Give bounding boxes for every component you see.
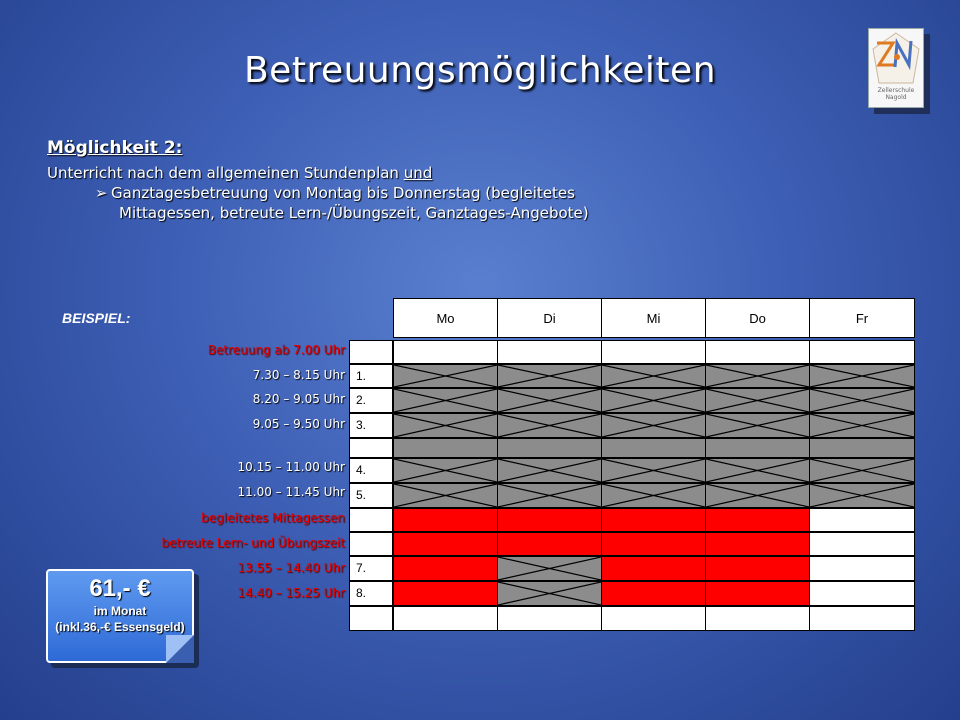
lesson-cell: [601, 413, 706, 438]
day-header: Do: [705, 298, 810, 338]
care-cell: [601, 532, 706, 556]
empty-cell: [705, 340, 810, 364]
lesson-cell: [809, 364, 915, 388]
period-number: [350, 513, 356, 527]
time-label: 14.40 – 15.25 Uhr: [237, 586, 345, 600]
lesson-cell: [601, 388, 706, 413]
empty-cell: [497, 340, 602, 364]
school-logo: [868, 28, 924, 108]
period-number: 4.: [356, 463, 367, 477]
break-cell: [809, 438, 915, 458]
empty-cell: [809, 606, 915, 631]
lesson-cell: [705, 483, 810, 508]
lesson-cell: [705, 413, 810, 438]
empty-cell: [705, 606, 810, 631]
care-cell: [705, 508, 810, 532]
lesson-cell: [497, 483, 602, 508]
period-number: 8.: [356, 586, 367, 600]
empty-cell: [601, 340, 706, 364]
logo-caption-line1: Zellerschule: [877, 87, 915, 94]
period-number-cell: [349, 388, 393, 413]
intro-block: [47, 138, 589, 222]
intro-line: [47, 164, 589, 182]
example-label: BEISPIEL:: [62, 310, 131, 326]
period-number: 1.: [356, 369, 367, 383]
empty-cell: [393, 340, 498, 364]
logo-caption-line2: Nagold: [885, 94, 907, 101]
care-cell: [393, 581, 498, 606]
break-cell: [601, 438, 706, 458]
time-label: 7.30 – 8.15 Uhr: [252, 368, 345, 382]
empty-cell: [601, 606, 706, 631]
lesson-cell: [601, 364, 706, 388]
empty-cell: [809, 508, 915, 532]
care-cell: [705, 581, 810, 606]
bullet-line2: Mittagessen, betreute Lern-/Übungszeit, Ganztages-Angebote): [119, 204, 589, 222]
care-cell: [705, 532, 810, 556]
period-number: [350, 611, 356, 625]
lesson-cell: [809, 483, 915, 508]
lesson-cell: [809, 388, 915, 413]
time-label: 10.15 – 11.00 Uhr: [237, 460, 345, 474]
period-number-cell: [349, 413, 393, 438]
period-number: [350, 537, 356, 551]
break-cell: [393, 438, 498, 458]
period-number-cell: [349, 340, 393, 364]
period-number: 3.: [356, 418, 367, 432]
lesson-cell: [497, 364, 602, 388]
lesson-cell: [809, 413, 915, 438]
option-heading: Möglichkeit 2:: [47, 138, 183, 158]
empty-cell: [809, 340, 915, 364]
lesson-cell: [705, 458, 810, 483]
lesson-cell: [705, 364, 810, 388]
lesson-cell: [601, 458, 706, 483]
empty-cell: [809, 581, 915, 606]
period-number-cell: [349, 532, 393, 556]
period-number-cell: [349, 581, 393, 606]
lesson-cell: [393, 413, 498, 438]
time-label: 9.05 – 9.50 Uhr: [252, 417, 345, 431]
page-curl-icon: [166, 635, 194, 663]
care-cell: [601, 508, 706, 532]
lesson-cell: [601, 483, 706, 508]
period-number: [350, 443, 356, 457]
care-cell: [393, 556, 498, 581]
lesson-cell: [705, 388, 810, 413]
day-header: Fr: [809, 298, 915, 338]
lesson-cell: [497, 581, 602, 606]
lesson-cell: [497, 388, 602, 413]
time-label: 11.00 – 11.45 Uhr: [237, 485, 345, 499]
lesson-cell: [393, 483, 498, 508]
care-cell: [497, 508, 602, 532]
lesson-cell: [393, 364, 498, 388]
price-note: (inkl.36,-€ Essensgeld): [55, 620, 185, 634]
bullet-line1: Ganztagesbetreuung von Montag bis Donnerstag (begleitetes: [111, 184, 575, 202]
day-header: Di: [497, 298, 602, 338]
intro-line-und: und: [403, 164, 433, 182]
period-number-cell: [349, 508, 393, 532]
price-box: [46, 569, 194, 663]
period-number: 5.: [356, 488, 367, 502]
break-cell: [497, 438, 602, 458]
time-label: Betreuung ab 7.00 Uhr: [207, 343, 345, 357]
lesson-cell: [497, 458, 602, 483]
day-header: Mo: [393, 298, 498, 338]
lesson-cell: [393, 458, 498, 483]
period-number-cell: [349, 606, 393, 631]
period-number-cell: [349, 483, 393, 508]
care-cell: [393, 508, 498, 532]
time-label: begleitetes Mittagessen: [201, 511, 345, 525]
break-cell: [705, 438, 810, 458]
period-number: [350, 345, 356, 359]
time-label: 13.55 – 14.40 Uhr: [237, 561, 345, 575]
lesson-cell: [393, 388, 498, 413]
time-label: 8.20 – 9.05 Uhr: [252, 392, 345, 406]
bullet-item: [97, 184, 589, 222]
lesson-cell: [497, 556, 602, 581]
care-cell: [705, 556, 810, 581]
arrow-bullet-icon: ➢: [95, 184, 108, 202]
empty-cell: [809, 532, 915, 556]
price-period: im Monat: [93, 604, 147, 618]
period-number-cell: [349, 364, 393, 388]
empty-cell: [809, 556, 915, 581]
care-cell: [601, 581, 706, 606]
empty-cell: [497, 606, 602, 631]
lesson-cell: [497, 413, 602, 438]
period-number-cell: [349, 438, 393, 458]
day-header: Mi: [601, 298, 706, 338]
period-number-cell: [349, 556, 393, 581]
care-cell: [601, 556, 706, 581]
price-amount: 61,- €: [89, 575, 151, 602]
period-number: 2.: [356, 393, 367, 407]
intro-line-text: Unterricht nach dem allgemeinen Stundenplan: [47, 164, 404, 182]
care-cell: [497, 532, 602, 556]
empty-cell: [393, 606, 498, 631]
schedule-grid: [349, 298, 915, 631]
time-label: betreute Lern- und Übungszeit: [161, 536, 345, 550]
care-cell: [393, 532, 498, 556]
period-number: 7.: [356, 561, 367, 575]
lesson-cell: [809, 458, 915, 483]
period-number-cell: [349, 458, 393, 483]
page-title: Betreuungsmöglichkeiten: [243, 50, 717, 91]
